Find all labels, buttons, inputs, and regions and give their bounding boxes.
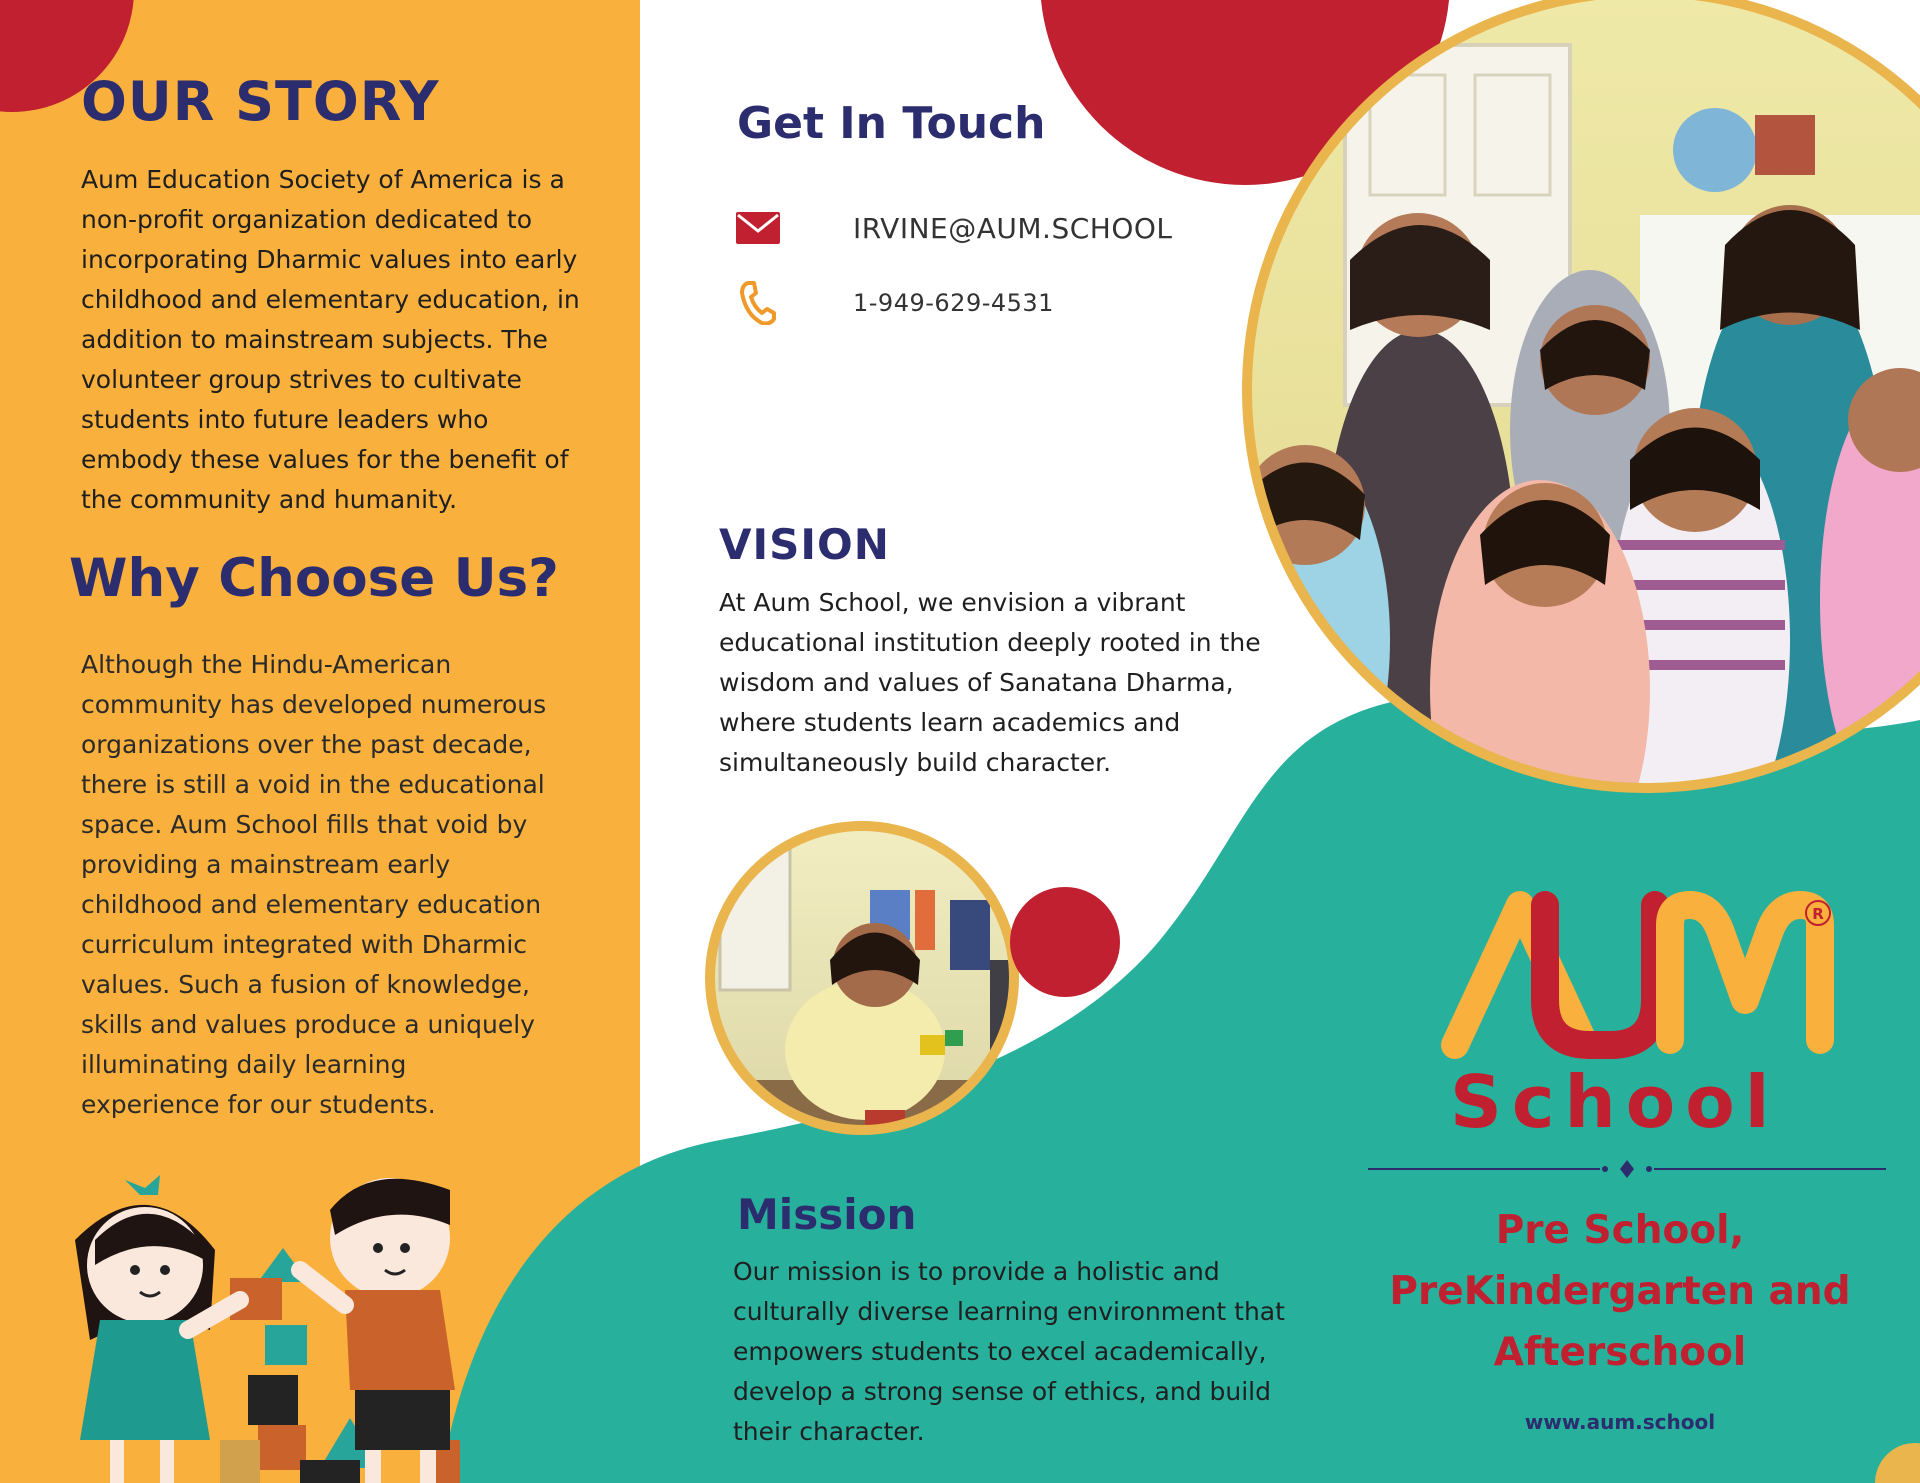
why-choose-us-body: Although the Hindu-American community has developed numerous organizations over the past decade, there is still a void in the educational space. Aum School fills that void by providing a mainstream early childhood and elementary education curriculum integrated with Dharmic values. Such a fusion of knowledge, skills and values produce a uniquely illuminating daily learning experience for our students. bbox=[81, 650, 547, 1119]
phone-number-link[interactable]: 1-949-629-4531 bbox=[853, 289, 1054, 317]
svg-text:R: R bbox=[1812, 905, 1824, 923]
email-contact-row[interactable] bbox=[735, 205, 1173, 251]
programs-tagline: Pre School, PreKindergarten and Afterschool bbox=[1389, 1208, 1851, 1375]
mission-heading: Mission bbox=[737, 1190, 917, 1239]
phone-contact-row[interactable] bbox=[735, 280, 1054, 326]
why-choose-us-heading: Why Choose Us? bbox=[69, 548, 559, 609]
vision-heading: VISION bbox=[719, 520, 890, 569]
our-story-body: Aum Education Society of America is a non-profit organization dedicated to incorporating Dharmic values into early childhood and elementary education, in addition to mainstream subjects. The volunteer group strives to cultivate students into future leaders who embody these values for the benefit of the community and humanity. bbox=[81, 165, 580, 514]
logo-school-wordmark: School bbox=[1450, 1060, 1780, 1144]
vision-body: At Aum School, we envision a vibrant educational institution deeply rooted in the wisdom and values of Sanatana Dharma, where students learn academics and simultaneously build character. bbox=[719, 588, 1261, 777]
red-accent-circle bbox=[1010, 887, 1120, 997]
phone-icon bbox=[735, 280, 781, 326]
mail-icon bbox=[735, 205, 781, 251]
website-link[interactable]: www.aum.school bbox=[1524, 1410, 1716, 1434]
our-story-heading: OUR STORY bbox=[81, 70, 440, 133]
get-in-touch-heading: Get In Touch bbox=[737, 98, 1046, 149]
email-address-link[interactable]: IRVINE@AUM.SCHOOL bbox=[853, 211, 1173, 245]
mission-body: Our mission is to provide a holistic and culturally diverse learning environment that empowers students to excel academically, develop a strong sense of ethics, and build their character. bbox=[733, 1257, 1285, 1446]
